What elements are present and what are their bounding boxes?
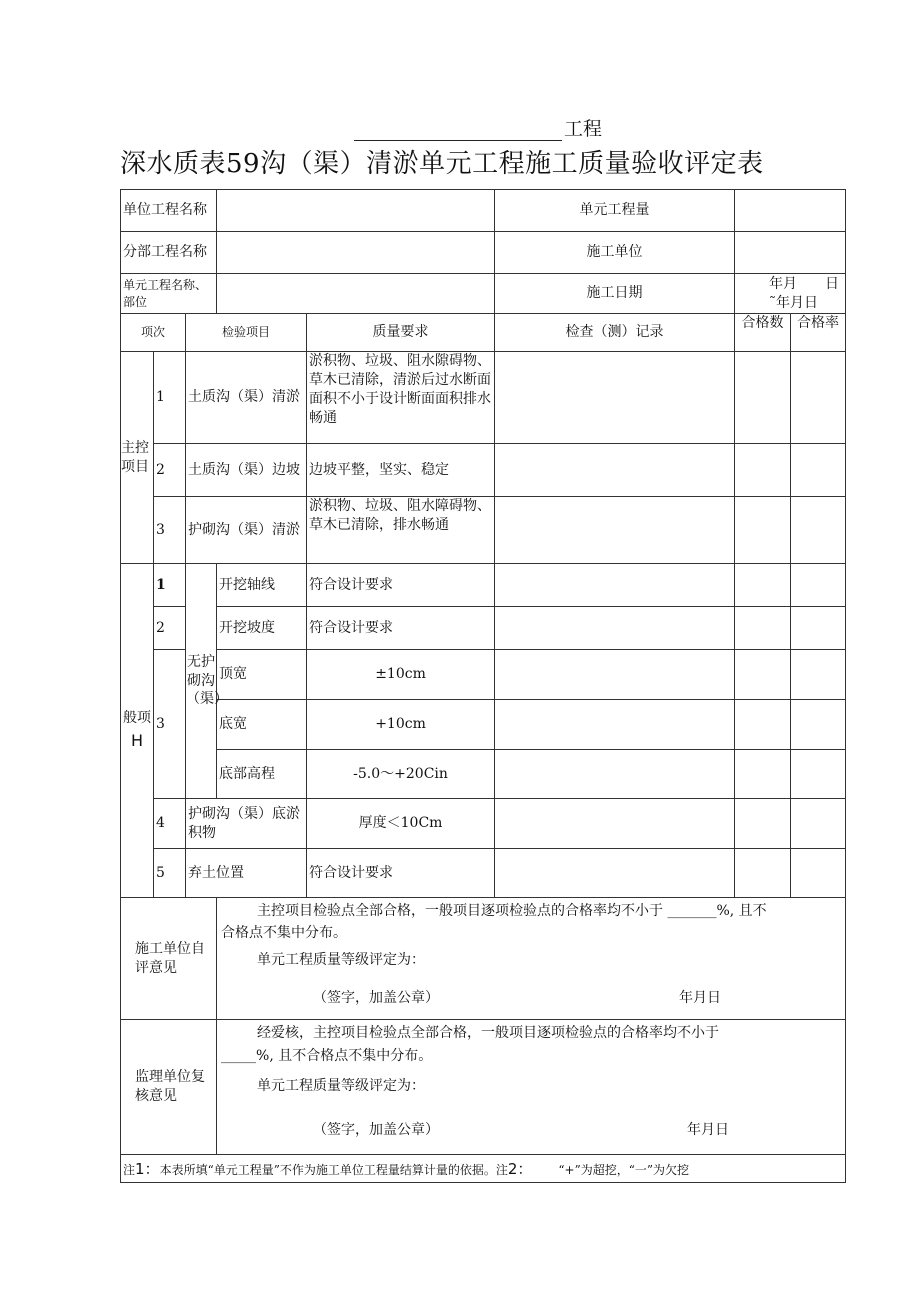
pass-count-cell[interactable] (735, 849, 791, 898)
table-row (121, 799, 846, 849)
table-row (121, 650, 846, 700)
table-row (121, 564, 846, 607)
record-cell[interactable] (495, 444, 735, 497)
check-item: 土质沟（渠）清淤 (186, 352, 307, 444)
quality-requirement: ±10cm (307, 650, 495, 700)
page-title: 深水质表59沟（渠）清淤单元工程施工质量验收评定表 (120, 149, 764, 179)
table-row (121, 750, 846, 799)
record-cell[interactable] (495, 352, 735, 444)
pass-rate-cell[interactable] (791, 849, 846, 898)
quality-requirement: 符合设计要求 (307, 607, 495, 650)
pass-rate-cell[interactable] (791, 700, 846, 750)
self-eval-line1: 主控项目检验点全部合格，一般项目逐项检验点的合格率均不小于 _______%, 且不 (257, 903, 767, 919)
project-suffix: 工程 (564, 118, 603, 140)
supervisor-eval-line2: _____%, 且不合格点不集中分布。 (221, 1047, 433, 1064)
record-cell[interactable] (495, 700, 735, 750)
pass-rate-cell[interactable] (791, 607, 846, 650)
self-eval-label: 施工单位自评意见 (121, 898, 217, 1020)
quality-requirement: -5.0～+20Cin (307, 750, 495, 799)
table-row (121, 607, 846, 650)
check-item: 护砌沟（渠）底淤积物 (186, 799, 307, 849)
check-item: 土质沟（渠）边坡 (186, 444, 307, 497)
self-eval-row (121, 898, 846, 1020)
row-no: 5 (154, 849, 186, 898)
unit-project-label: 单位工程名称 (121, 190, 217, 232)
check-item: 开挖坡度 (217, 607, 307, 650)
quality-requirement: 符合设计要求 (307, 849, 495, 898)
evaluation-table (120, 189, 846, 1183)
date-value[interactable]: 年月 日˜年月日 (735, 274, 846, 314)
pass-count-cell[interactable] (735, 799, 791, 849)
element-name-field[interactable] (217, 274, 495, 314)
row-no: 1 (154, 564, 186, 607)
unit-quantity-label: 单元工程量 (495, 190, 735, 232)
pass-rate-cell[interactable] (791, 444, 846, 497)
pass-count-cell[interactable] (735, 444, 791, 497)
note2-num: 2： (507, 1159, 533, 1178)
row-no: 3 (154, 497, 186, 564)
row-no: 3 (154, 650, 186, 799)
info-row-3 (121, 274, 846, 314)
pass-count-cell[interactable] (735, 750, 791, 799)
row-no: 1 (154, 352, 186, 444)
pass-rate-cell[interactable] (791, 352, 846, 444)
check-item: 底宽 (217, 700, 307, 750)
pass-rate-cell[interactable] (791, 650, 846, 700)
self-eval-content[interactable] (217, 898, 846, 1020)
pass-rate-cell[interactable] (791, 497, 846, 564)
col-pass-rate: 合格率 (791, 314, 846, 352)
quality-requirement: 淤积物、垃圾、阻水障碍物、草木已清除，排水畅通 (307, 497, 495, 564)
table-row (121, 497, 846, 564)
record-cell[interactable] (495, 650, 735, 700)
project-name-blank[interactable] (354, 122, 562, 141)
supervisor-eval-row (121, 1020, 846, 1155)
self-eval-line2: 合格点不集中分布。 (221, 925, 348, 942)
record-cell[interactable] (495, 607, 735, 650)
record-cell[interactable] (495, 849, 735, 898)
col-record: 检查（测）记录 (495, 314, 735, 352)
pass-count-cell[interactable] (735, 650, 791, 700)
self-eval-line3: 单元工程质量等级评定为： (257, 951, 426, 968)
general-label-1: 般项 (123, 710, 151, 726)
footnote-row (121, 1155, 846, 1183)
table-row (121, 849, 846, 898)
col-pass-count: 合格数 (735, 314, 791, 352)
footnote (121, 1155, 846, 1183)
general-label-2: H (130, 731, 144, 750)
supervisor-eval-label: 监理单位复核意见 (121, 1020, 217, 1155)
quality-requirement: +10cm (307, 700, 495, 750)
unit-quantity-field[interactable] (735, 190, 846, 232)
sub-project-label: 分部工程名称 (121, 232, 217, 274)
supervisor-eval-sign: （签字，加盖公章） (313, 1122, 440, 1139)
check-item: 弃土位置 (186, 849, 307, 898)
check-item: 顶宽 (217, 650, 307, 700)
note1-num: 1： (135, 1159, 160, 1178)
pass-rate-cell[interactable] (791, 750, 846, 799)
self-eval-sign: （签字，加盖公章） (313, 990, 440, 1007)
column-header-row (121, 314, 846, 352)
record-cell[interactable] (495, 497, 735, 564)
self-eval-date: 年月日 (679, 990, 722, 1007)
project-name-header (354, 114, 602, 141)
pass-count-cell[interactable] (735, 700, 791, 750)
col-check-item: 检验项目 (186, 314, 307, 352)
record-cell[interactable] (495, 564, 735, 607)
check-item: 护砌沟（渠）清淤 (186, 497, 307, 564)
sub-group-label: 无护砌沟（渠） (186, 564, 217, 799)
check-item: 底部高程 (217, 750, 307, 799)
table-row (121, 352, 846, 444)
quality-requirement: 淤积物、垃圾、阻水隙碍物、草木已清除，清淤后过水断面面积不小于设计断面面积排水畅通 (307, 352, 495, 444)
record-cell[interactable] (495, 750, 735, 799)
supervisor-eval-line1: 经爱核，主控项目检验点全部合格，一般项目逐项检验点的合格率均不小于 (257, 1025, 720, 1042)
pass-count-cell[interactable] (735, 564, 791, 607)
note1-text: 本表所填“单元工程量”不作为施工单位工程量结算计量的依据。注 (159, 1162, 508, 1177)
row-no: 2 (154, 607, 186, 650)
construction-unit-label: 施工单位 (495, 232, 735, 274)
col-quality-req: 质量要求 (307, 314, 495, 352)
note2-text: “+”为超挖，“一”为欠挖 (558, 1162, 689, 1177)
pass-rate-cell[interactable] (791, 799, 846, 849)
pass-count-cell[interactable] (735, 607, 791, 650)
supervisor-eval-content[interactable] (217, 1020, 846, 1155)
date-label: 施工日期 (495, 274, 735, 314)
quality-requirement: 边坡平整，坚实、稳定 (307, 444, 495, 497)
pass-count-cell[interactable] (735, 352, 791, 444)
supervisor-eval-date: 年月日 (687, 1122, 730, 1139)
info-row-2 (121, 232, 846, 274)
supervisor-eval-line3: 单元工程质量等级评定为： (257, 1077, 426, 1094)
row-no: 2 (154, 444, 186, 497)
element-name-label: 单元工程名称、部位 (121, 274, 217, 314)
info-row-1 (121, 190, 846, 232)
pass-count-cell[interactable] (735, 497, 791, 564)
unit-project-field[interactable] (217, 190, 495, 232)
general-items-label (121, 564, 154, 898)
check-item: 开挖轴线 (217, 564, 307, 607)
table-row (121, 700, 846, 750)
note1-prefix: 注 (123, 1162, 136, 1177)
col-item-no: 项次 (121, 314, 186, 352)
quality-requirement: 厚度＜10Cm (307, 799, 495, 849)
construction-unit-field[interactable] (735, 232, 846, 274)
sub-project-field[interactable] (217, 232, 495, 274)
pass-rate-cell[interactable] (791, 564, 846, 607)
quality-requirement: 符合设计要求 (307, 564, 495, 607)
main-control-label: 主控项目 (121, 352, 154, 564)
record-cell[interactable] (495, 799, 735, 849)
row-no: 4 (154, 799, 186, 849)
table-row (121, 444, 846, 497)
